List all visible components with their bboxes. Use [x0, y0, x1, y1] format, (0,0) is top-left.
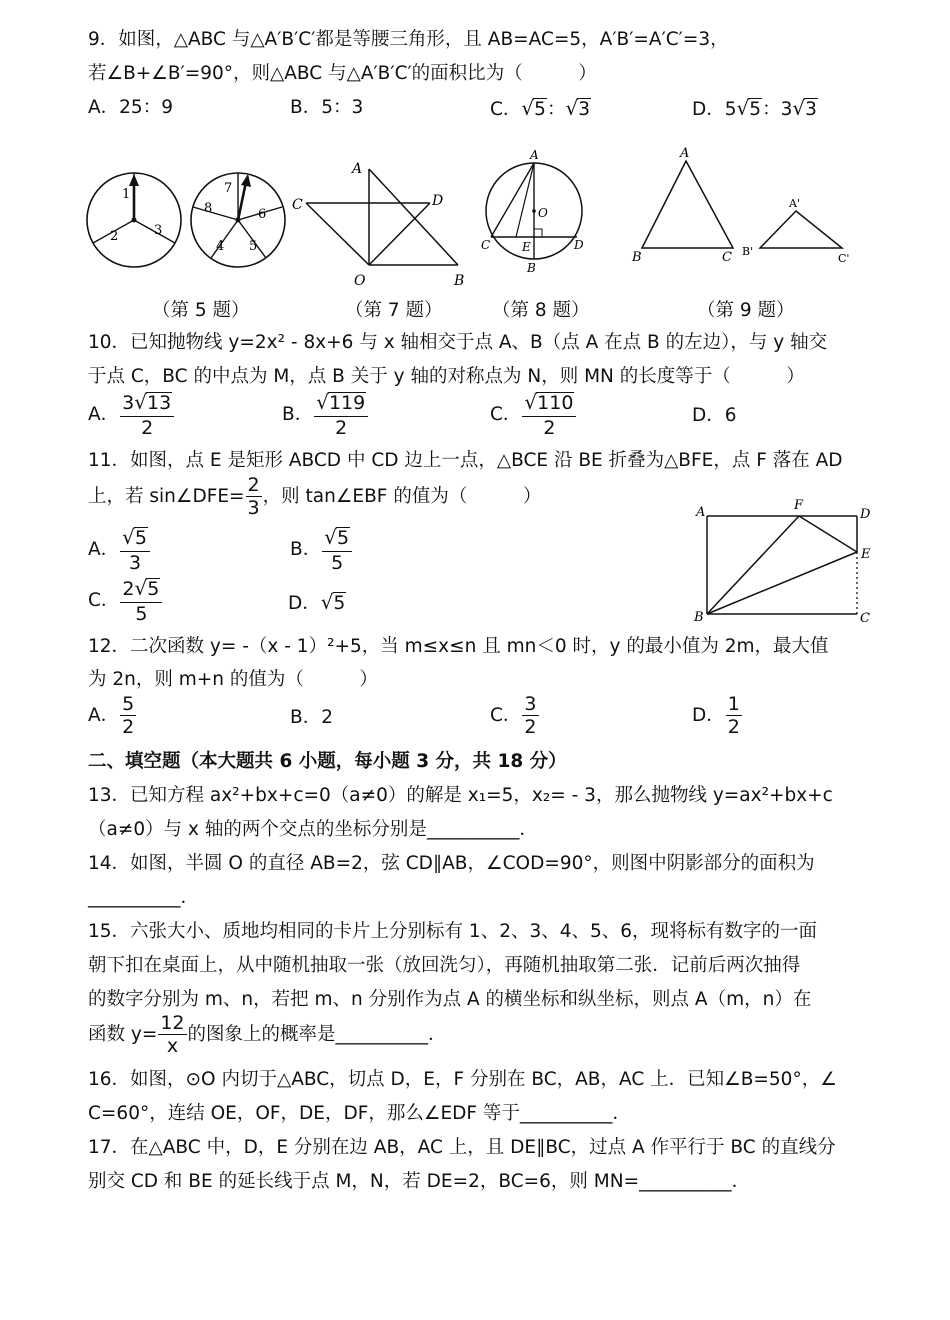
q11-option-a: A． $\frac{√5}{3}$	[88, 527, 151, 573]
q9-line1: 9．如图，△ABC 与△A′B′C′都是等腰三角形，且 AB=AC=5，A′B′=A′C′=3，	[88, 29, 729, 50]
q17-line2: 别交 CD 和 BE 的延长线于点 M，N，若 DE=2，BC=6，则 MN=__________．	[88, 1171, 751, 1192]
q10-line1: 10．已知抛物线 y=2x² - 8x+6 与 x 轴相交于点 A、B（点 A 在点 B 的左边），与 y 轴交	[88, 332, 828, 353]
fig7-label-c: C	[292, 197, 303, 213]
fig8-label-e: E	[522, 240, 531, 254]
spinner1-label-1: 1	[122, 187, 131, 202]
figure-q9	[628, 145, 858, 270]
q14-line1: 14．如图，半圆 O 的直径 AB=2，弦 CD∥AB，∠COD=90°，则图中阴影部分的面积为	[88, 853, 815, 874]
fig9-label-c-prime: C'	[838, 252, 850, 265]
fig11-label-a: A	[696, 505, 706, 520]
q16-line1: 16．如图，⊙O 内切于△ABC，切点 D，E，F 分别在 BC，AB，AC 上．已知∠B=50°，∠	[88, 1069, 837, 1090]
fig9-label-a-prime: A'	[789, 197, 800, 210]
fig8-label-b: B	[527, 261, 536, 275]
q12-line1: 12．二次函数 y= -（x - 1）²+5，当 m≤x≤n 且 mn＜0 时，y 的最小值为 2m，最大值	[88, 636, 829, 657]
q15-line2: 朝下扣在桌面上，从中随机抽取一张（放回洗匀），再随机抽取第二张．记前后两次抽得	[88, 955, 801, 976]
section-heading-fill-in: 二、填空题（本大题共 6 小题，每小题 3 分，共 18 分）	[88, 751, 567, 772]
spinner1-label-3: 3	[154, 223, 163, 238]
figure-q11	[688, 496, 878, 628]
q9-option-c: C．√5：√3	[490, 96, 590, 120]
q14-line2: __________．	[88, 887, 200, 908]
figure-spinners	[86, 160, 292, 276]
q12-option-d: D． $\frac{1}{2}$	[692, 693, 740, 738]
q15-line3: 的数字分别为 m、n，若把 m、n 分别作为点 A 的横坐标和纵坐标，则点 A（m，n）在	[88, 989, 812, 1010]
fig7-label-b: B	[454, 273, 465, 289]
caption-q5: （第 5 题）	[152, 300, 250, 321]
q11-line2: 上，若 sin∠DFE= $\frac{2}{3}$ ，则 tan∠EBF 的值为（ ）	[88, 474, 542, 519]
q16-line2: C=60°，连结 OE，OF，DE，DF，那么∠EDF 等于__________．	[88, 1103, 631, 1124]
q11-option-b: B． $\frac{√5}{5}$	[290, 527, 353, 573]
spinner2-label-7: 7	[224, 181, 233, 196]
spinner1-label-2: 2	[110, 229, 119, 244]
fig11-label-d: D	[860, 507, 871, 522]
q12-line2: 为 2n，则 m+n 的值为（ ）	[88, 669, 378, 690]
q9-option-a: A．25：9	[88, 97, 173, 118]
q12-option-b: B．2	[290, 707, 333, 728]
q13-line1: 13．已知方程 ax²+bx+c=0（a≠0）的解是 x₁=5，x₂= - 3，那么抛物线 y=ax²+bx+c	[88, 785, 833, 806]
fig9-label-a: A	[680, 146, 690, 161]
fig8-label-d: D	[574, 238, 584, 252]
q9-line2: 若∠B+∠B′=90°，则△ABC 与△A′B′C′的面积比为（ ）	[88, 63, 597, 84]
fig9-label-b-prime: B'	[742, 245, 754, 258]
spinner2-label-4: 4	[216, 239, 225, 254]
q11-option-d: D．√5	[288, 590, 346, 614]
q10-option-b: B． $\frac{√119}{2}$	[282, 392, 369, 438]
figure-q8	[478, 145, 588, 280]
fig11-label-f: F	[794, 498, 804, 513]
spinner2-label-8: 8	[204, 201, 213, 216]
q13-line2: （a≠0）与 x 轴的两个交点的坐标分别是__________．	[88, 819, 538, 840]
fig9-label-b: B	[632, 250, 642, 265]
fig11-label-c: C	[860, 611, 870, 626]
q12-option-c: C． $\frac{3}{2}$	[490, 693, 537, 738]
q10-option-d: D．6	[692, 405, 737, 426]
fig8-label-a: A	[530, 148, 539, 162]
q17-line1: 17．在△ABC 中，D，E 分别在边 AB，AC 上，且 DE∥BC，过点 A 作平行于 BC 的直线分	[88, 1137, 836, 1158]
fig11-label-b: B	[694, 610, 704, 625]
q15-line4: 函数 y= $\frac{12}{x}$ 的图象上的概率是__________．	[88, 1012, 447, 1057]
q10-line2: 于点 C，BC 的中点为 M，点 B 关于 y 轴的对称点为 N，则 MN 的长度等于（ ）	[88, 366, 805, 387]
q15-line1: 15．六张大小、质地均相同的卡片上分别标有 1、2、3、4、5、6，现将标有数字的一面	[88, 921, 818, 942]
fig11-label-e: E	[861, 547, 871, 562]
fig8-label-o: O	[538, 206, 548, 220]
fig7-label-o: O	[354, 273, 366, 289]
fig8-label-c: C	[481, 238, 491, 252]
q11-option-c: C． $\frac{2√5}{5}$	[88, 578, 163, 624]
caption-q8: （第 8 题）	[492, 300, 590, 321]
caption-q9: （第 9 题）	[697, 300, 795, 321]
q10-option-a: A． $\frac{3√13}{2}$	[88, 392, 175, 438]
q10-option-c: C． $\frac{√110}{2}$	[490, 392, 577, 438]
figure-q7	[290, 155, 472, 290]
spinner2-label-6: 6	[258, 207, 267, 222]
q9-option-d: D．5√5：3√3	[692, 96, 817, 120]
fig7-label-a: A	[352, 161, 363, 177]
q9-option-b: B．5：3	[290, 97, 364, 118]
spinner2-label-5: 5	[249, 239, 258, 254]
caption-q7: （第 7 题）	[345, 300, 443, 321]
fig7-label-d: D	[432, 193, 444, 209]
q12-option-a: A． $\frac{5}{2}$	[88, 693, 135, 738]
fig9-label-c: C	[722, 250, 732, 265]
q11-line1: 11．如图，点 E 是矩形 ABCD 中 CD 边上一点，△BCE 沿 BE 折叠为△BFE，点 F 落在 AD	[88, 450, 843, 471]
